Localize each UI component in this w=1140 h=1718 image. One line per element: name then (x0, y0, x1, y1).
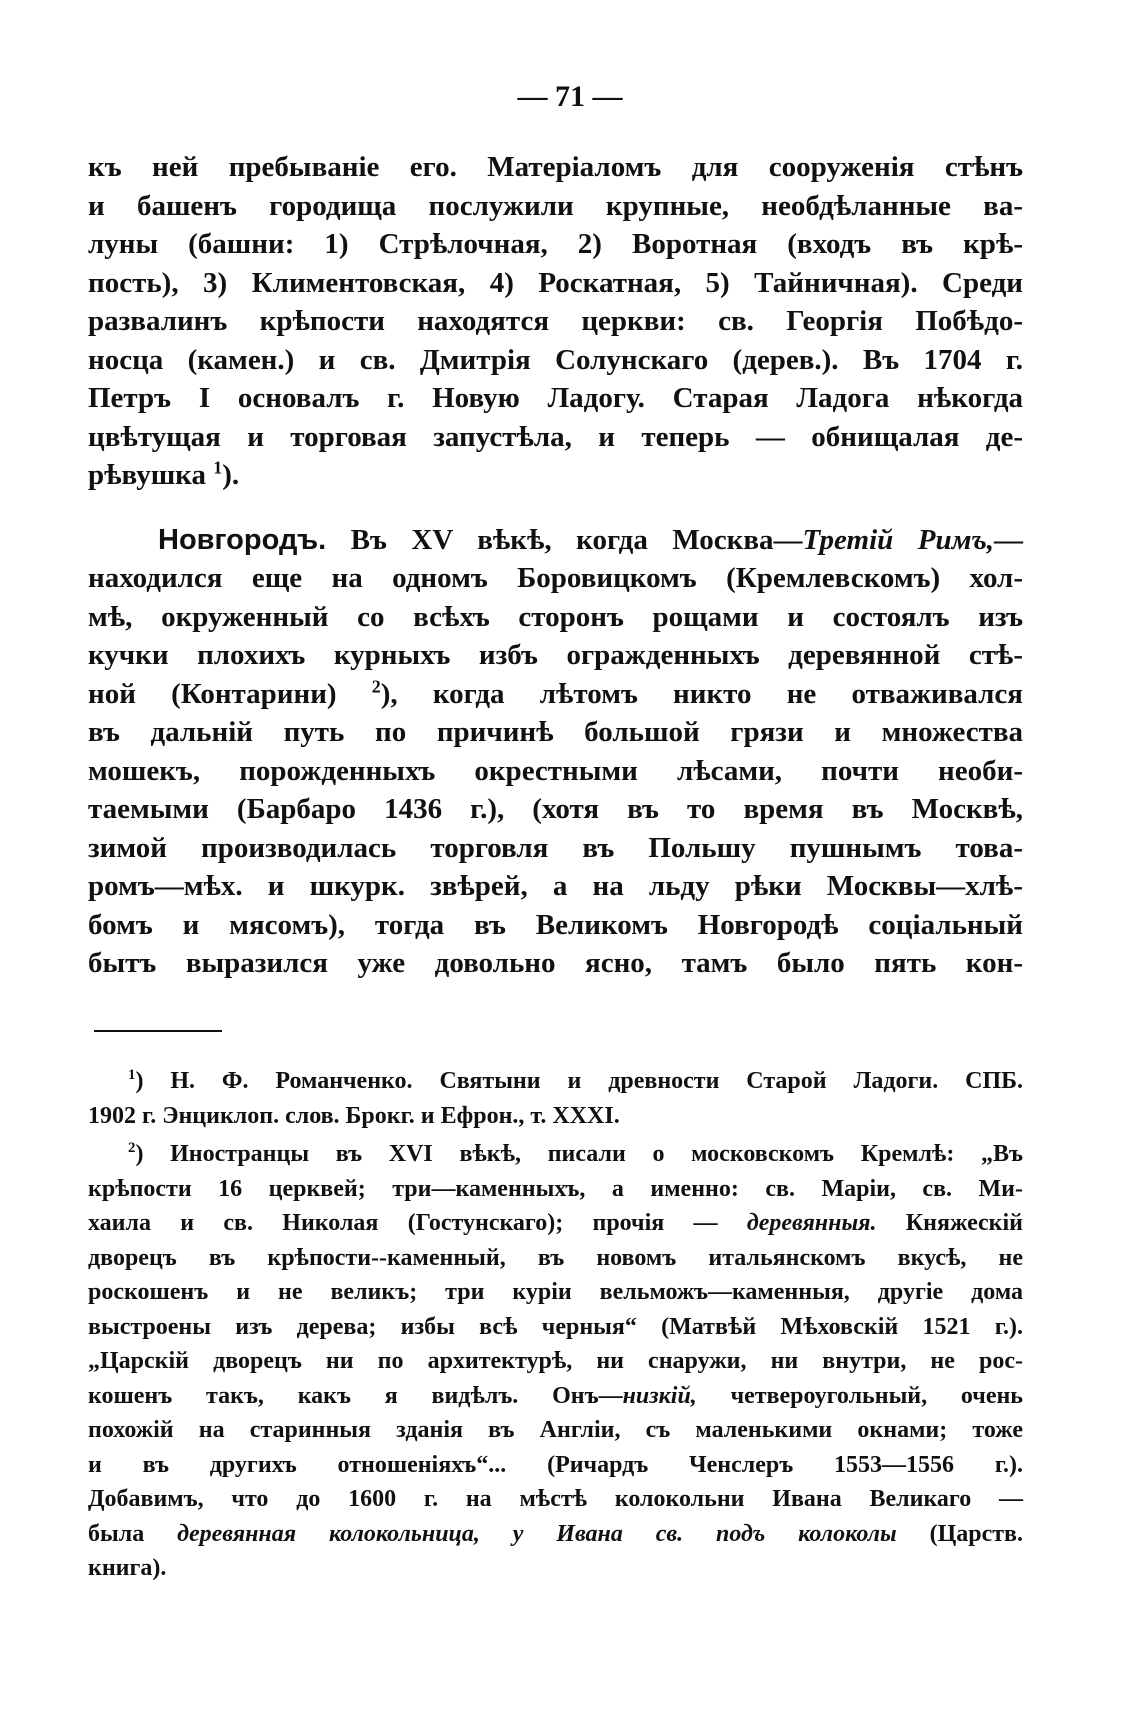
text-line: мѣ, окруженный со всѣхъ сторонъ рощами и состоялъ изъ (88, 600, 1023, 633)
footnote-line (88, 1379, 1023, 1414)
text-fragment: кошенъ такъ, какъ я видѣлъ. Онъ— (88, 1382, 623, 1409)
main-text (88, 148, 1023, 983)
text-line: бомъ и мясомъ), тогда въ Великомъ Новгородѣ соціальный (88, 908, 1023, 941)
italic-phrase: низкій, (622, 1382, 697, 1409)
footnote-line: похожій на старинныя зданія въ Англіи, съ маленькими окнами; тоже (88, 1417, 1023, 1443)
footnote-line: 1902 г. Энциклоп. слов. Брокг. и Ефрон., т. XXXI. (88, 1102, 620, 1129)
text-fragment: ) Н. Ф. Романченко. Святыни и древности Старой Ладоги. СПБ. (135, 1068, 1023, 1094)
text-line: цвѣтущая и торговая запустѣла, и теперь — обнищалая де- (88, 420, 1023, 453)
text-fragment: хаила и св. Николая (Гостунскаго); прочія — (88, 1210, 747, 1236)
text-line (88, 456, 1023, 495)
text-line: таемыми (Барбаро 1436 г.), (хотя въ то время въ Москвѣ, (88, 793, 1023, 825)
footnote-line: выстроены изъ дерева; избы всѣ черныя“ (Матвѣй Мѣховскій 1521 г.). (88, 1313, 1023, 1340)
text-line: кучки плохихъ курныхъ избъ огражденныхъ деревянной стѣ- (88, 639, 1023, 671)
text-fragment: ) Иностранцы въ XVI вѣкѣ, писали о московскомъ Кремлѣ: „Въ (135, 1141, 1023, 1167)
text-fragment: ной (Контарини) (88, 677, 372, 710)
text-fragment: была (88, 1520, 178, 1547)
text-line: къ ней пребываніе его. Матеріаломъ для сооруженія стѣнъ (88, 151, 1023, 183)
text-fragment: Въ XV вѣкѣ, когда Москва— (326, 523, 803, 556)
text-fragment: (Царств. (896, 1520, 1024, 1547)
footnote-1 (88, 1064, 1023, 1133)
text-fragment: ), когда лѣтомъ никто не отваживался (380, 677, 1023, 710)
footnote-line (88, 1137, 1023, 1172)
text-fragment: — (994, 523, 1023, 556)
text-fragment: четвероугольный, очень (696, 1382, 1023, 1409)
footnote-separator (94, 1030, 222, 1032)
text-line (88, 521, 1023, 560)
text-line: въ дальній путь по причинѣ большой грязи и множества (88, 716, 1023, 748)
footnotes (88, 1064, 1023, 1586)
footnote-line: роскошенъ и не великъ; три куріи вельможъ—каменныя, другіе дома (88, 1279, 1023, 1305)
text-fragment: Княжескій (876, 1210, 1023, 1236)
text-line: луны (башни: 1) Стрѣлочная, 2) Воротная (входъ въ крѣ- (88, 228, 1023, 260)
text-fragment: ). (222, 459, 240, 491)
footnote-line (88, 1517, 1023, 1552)
text-line: Петръ I основалъ г. Новую Ладогу. Старая Ладога нѣкогда (88, 382, 1023, 414)
text-line: пость), 3) Климентовская, 4) Роскатная, 5) Тайничная). Среди (88, 266, 1023, 299)
text-line: ромъ—мѣх. и шкурк. звѣрей, а на льду рѣки Москвы—хлѣ- (88, 870, 1023, 902)
footnote-line: Добавимъ, что до 1600 г. на мѣстѣ колокольни Ивана Великаго — (88, 1486, 1023, 1512)
italic-phrase: деревянная колокольница, у Ивана св. подъ колоколы (177, 1520, 897, 1547)
footnote-marker: 1 (128, 1067, 136, 1083)
text-fragment: рѣвушка (88, 459, 214, 491)
text-line: бытъ выразился уже довольно ясно, тамъ было пять кон- (88, 947, 1023, 979)
text-line: мошекъ, порожденныхъ окрестными лѣсами, почти необи- (88, 754, 1023, 787)
italic-phrase: деревянныя. (746, 1210, 877, 1236)
paragraph-novgorod (88, 521, 1023, 983)
footnote-ref-1[interactable]: 1 (213, 457, 223, 478)
footnote-line: крѣпости 16 церквей; три—каменныхъ, а именно: св. Маріи, св. Ми- (88, 1175, 1023, 1202)
footnote-line: и въ другихъ отношеніяхъ“... (Ричардъ Ченслеръ 1553—1556 г.). (88, 1451, 1023, 1478)
text-line: развалинъ крѣпости находятся церкви: св. Георгія Побѣдо- (88, 305, 1023, 337)
footnote-line: „Царскій дворецъ ни по архитектурѣ, ни снаружи, ни внутри, не рос- (88, 1348, 1023, 1374)
text-line: зимой производилась торговля въ Польшу пушнымъ това- (88, 831, 1023, 864)
footnote-ref-2[interactable]: 2 (371, 675, 381, 696)
text-line: носца (камен.) и св. Дмитрія Солунскаго (дерев.). Въ 1704 г. (88, 343, 1023, 376)
text-line (88, 675, 1023, 714)
footnote-line: книга). (88, 1555, 167, 1581)
section-heading-word: Новгородъ. (158, 523, 327, 556)
footnote-line (88, 1064, 1023, 1099)
text-line: находился еще на одномъ Боровицкомъ (Кремлевскомъ) хол- (88, 562, 1023, 594)
footnote-line: дворецъ въ крѣпости--каменный, въ новомъ итальянскомъ вкусѣ, не (88, 1244, 1023, 1271)
page-number: — 71 — (517, 80, 623, 113)
footnote-marker: 2 (128, 1140, 136, 1156)
footnote-2 (88, 1137, 1023, 1586)
footnote-line (88, 1206, 1023, 1241)
italic-phrase: Третій Римъ, (802, 523, 994, 556)
text-line: и башенъ городища послужили крупные, необдѣланные ва- (88, 189, 1023, 222)
paragraph-old-ladoga (88, 148, 1023, 495)
